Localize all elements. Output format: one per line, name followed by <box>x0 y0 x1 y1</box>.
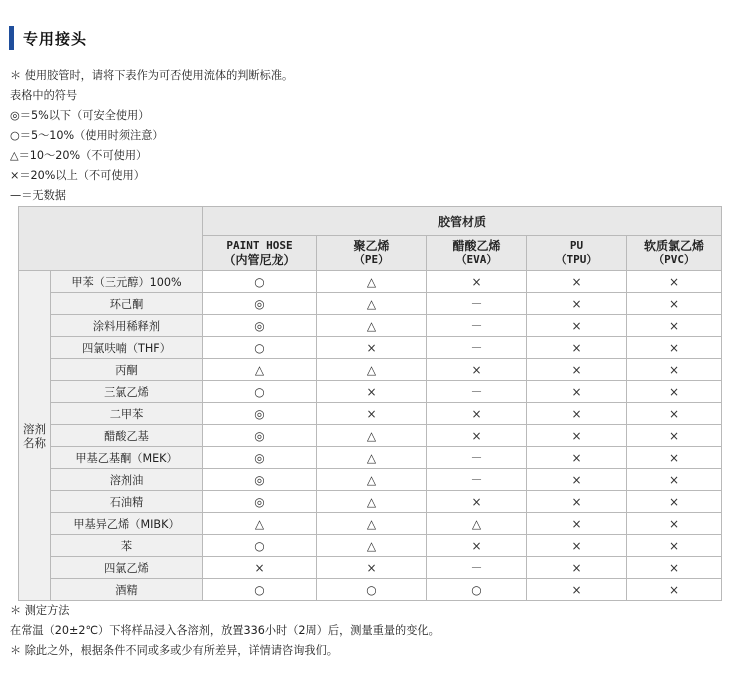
solvent-name: 甲苯（三元醇）100% <box>51 271 203 293</box>
rating-cell: × <box>627 381 722 403</box>
column-header <box>203 236 317 271</box>
rating-cell: △ <box>203 513 317 535</box>
rating-cell: × <box>527 425 627 447</box>
table-row <box>19 337 722 359</box>
rating-cell: ○ <box>203 337 317 359</box>
rating-cell: △ <box>317 447 427 469</box>
rating-cell: ◎ <box>203 315 317 337</box>
solvent-name: 醋酸乙基 <box>51 425 203 447</box>
solvent-name: 石油精 <box>51 491 203 513</box>
rating-cell: × <box>317 557 427 579</box>
rating-cell: × <box>527 491 627 513</box>
rating-cell: × <box>317 337 427 359</box>
table-row <box>19 469 722 491</box>
rating-cell: － <box>427 469 527 491</box>
table-row <box>19 359 722 381</box>
table-body <box>19 271 722 601</box>
footer-disclaimer: ＊ 除此之外，根据条件不同或多或少有所差异，详情请咨询我们。 <box>10 644 338 657</box>
legend-double-circle: ◎＝5%以下（可安全使用） <box>10 109 150 122</box>
rating-cell: × <box>627 271 722 293</box>
table-row <box>19 271 722 293</box>
rating-cell: ◎ <box>203 447 317 469</box>
rating-cell: － <box>427 293 527 315</box>
solvent-name: 甲基异乙烯（MIBK） <box>51 513 203 535</box>
rating-cell: × <box>627 491 722 513</box>
rating-cell: × <box>627 535 722 557</box>
rating-cell: × <box>627 359 722 381</box>
solvent-name: 四氯乙烯 <box>51 557 203 579</box>
solvent-name: 涂料用稀释剂 <box>51 315 203 337</box>
rating-cell: △ <box>203 359 317 381</box>
table-row <box>19 447 722 469</box>
rating-cell: × <box>627 293 722 315</box>
rating-cell: ○ <box>203 381 317 403</box>
rating-cell: ○ <box>203 535 317 557</box>
rating-cell: △ <box>427 513 527 535</box>
legend-cross: ×＝20%以上（不可使用） <box>10 169 145 182</box>
rating-cell: × <box>427 403 527 425</box>
legend-triangle: △＝10～20%（不可使用） <box>10 149 148 162</box>
rating-cell: △ <box>317 535 427 557</box>
table-row <box>19 381 722 403</box>
column-header <box>317 236 427 271</box>
column-header-subname: （TPU） <box>555 253 598 266</box>
rating-cell: × <box>527 271 627 293</box>
solvent-name: 苯 <box>51 535 203 557</box>
rating-cell: × <box>317 403 427 425</box>
rating-cell: ◎ <box>203 293 317 315</box>
legend-dash: —＝无数据 <box>10 189 66 202</box>
rating-cell: △ <box>317 315 427 337</box>
footer-method-text: 在常温（20±2℃）下将样品浸入各溶剂，放置336小时（2周）后，测量重量的变化。 <box>10 624 440 637</box>
table-row <box>19 579 722 601</box>
note-line-usage: ＊ 使用胶管时，请将下表作为可否使用流体的判断标准。 <box>10 69 294 82</box>
solvent-name: 四氯呋喃（THF） <box>51 337 203 359</box>
column-header-name: 醋酸乙烯 <box>452 239 501 253</box>
rating-cell: ○ <box>203 579 317 601</box>
section-title: 专用接头 <box>23 29 88 48</box>
solvent-name-group-label <box>19 271 51 601</box>
rating-cell: △ <box>317 469 427 491</box>
footer-notes <box>10 601 440 661</box>
rating-cell: △ <box>317 425 427 447</box>
rating-cell: × <box>627 403 722 425</box>
section-heading <box>9 26 87 50</box>
heading-accent-bar <box>9 26 14 50</box>
rating-cell: × <box>427 535 527 557</box>
row-group-label-text: 溶剂名称 <box>23 421 46 450</box>
rating-cell: － <box>427 447 527 469</box>
legend-circle: ○＝5～10%（使用时须注意） <box>10 129 164 142</box>
table-row <box>19 513 722 535</box>
solvent-name: 甲基乙基酮（MEK） <box>51 447 203 469</box>
rating-cell: ○ <box>427 579 527 601</box>
footer-method-title: ＊ 测定方法 <box>10 604 70 617</box>
column-header-subname: （内管尼龙） <box>223 253 296 267</box>
column-header-name: 软质氯乙烯 <box>644 239 705 253</box>
column-header <box>427 236 527 271</box>
rating-cell: △ <box>317 359 427 381</box>
note-line-legend-title: 表格中的符号 <box>10 89 78 102</box>
rating-cell: × <box>527 381 627 403</box>
rating-cell: × <box>627 447 722 469</box>
rating-cell: △ <box>317 293 427 315</box>
rating-cell: × <box>527 579 627 601</box>
usage-notes <box>10 66 293 206</box>
rating-cell: × <box>527 293 627 315</box>
table-row <box>19 535 722 557</box>
table-row <box>19 491 722 513</box>
rating-cell: ○ <box>203 271 317 293</box>
rating-cell: × <box>203 557 317 579</box>
rating-cell: × <box>527 447 627 469</box>
rating-cell: × <box>527 337 627 359</box>
rating-cell: × <box>627 469 722 491</box>
table-row <box>19 315 722 337</box>
rating-cell: ◎ <box>203 403 317 425</box>
rating-cell: × <box>627 513 722 535</box>
rating-cell: × <box>627 557 722 579</box>
rating-cell: × <box>527 535 627 557</box>
solvent-name: 二甲苯 <box>51 403 203 425</box>
rating-cell: － <box>427 381 527 403</box>
solvent-name: 三氯乙烯 <box>51 381 203 403</box>
column-header-name: 聚乙烯 <box>353 239 390 253</box>
rating-cell: × <box>627 425 722 447</box>
rating-cell: － <box>427 315 527 337</box>
solvent-name: 环己酮 <box>51 293 203 315</box>
rating-cell: △ <box>317 513 427 535</box>
hose-material-header: 胶管材质 <box>203 207 722 236</box>
table-row <box>19 425 722 447</box>
rating-cell: ◎ <box>203 469 317 491</box>
rating-cell: × <box>527 359 627 381</box>
rating-cell: － <box>427 337 527 359</box>
column-header-subname: （PVC） <box>653 253 695 266</box>
rating-cell: － <box>427 557 527 579</box>
rating-cell: △ <box>317 271 427 293</box>
rating-cell: × <box>427 491 527 513</box>
rating-cell: △ <box>317 491 427 513</box>
rating-cell: × <box>427 271 527 293</box>
rating-cell: ◎ <box>203 425 317 447</box>
column-header-name: PAINT HOSE <box>226 239 293 252</box>
table-corner-cell <box>19 207 203 271</box>
table-row <box>19 557 722 579</box>
compatibility-table <box>18 206 722 601</box>
rating-cell: × <box>627 315 722 337</box>
rating-cell: × <box>527 315 627 337</box>
rating-cell: × <box>627 579 722 601</box>
rating-cell: × <box>427 425 527 447</box>
solvent-name: 溶剂油 <box>51 469 203 491</box>
rating-cell: × <box>627 337 722 359</box>
table-row <box>19 293 722 315</box>
rating-cell: ○ <box>317 579 427 601</box>
rating-cell: × <box>527 403 627 425</box>
table-row <box>19 403 722 425</box>
rating-cell: × <box>527 557 627 579</box>
rating-cell: × <box>527 513 627 535</box>
column-header-subname: （EVA） <box>455 253 498 266</box>
solvent-name: 丙酮 <box>51 359 203 381</box>
column-header <box>527 236 627 271</box>
column-header-subname: （PE） <box>353 253 390 266</box>
rating-cell: × <box>317 381 427 403</box>
solvent-name: 酒精 <box>51 579 203 601</box>
rating-cell: ◎ <box>203 491 317 513</box>
rating-cell: × <box>427 359 527 381</box>
column-header-name: PU <box>569 239 584 252</box>
column-header <box>627 236 722 271</box>
rating-cell: × <box>527 469 627 491</box>
